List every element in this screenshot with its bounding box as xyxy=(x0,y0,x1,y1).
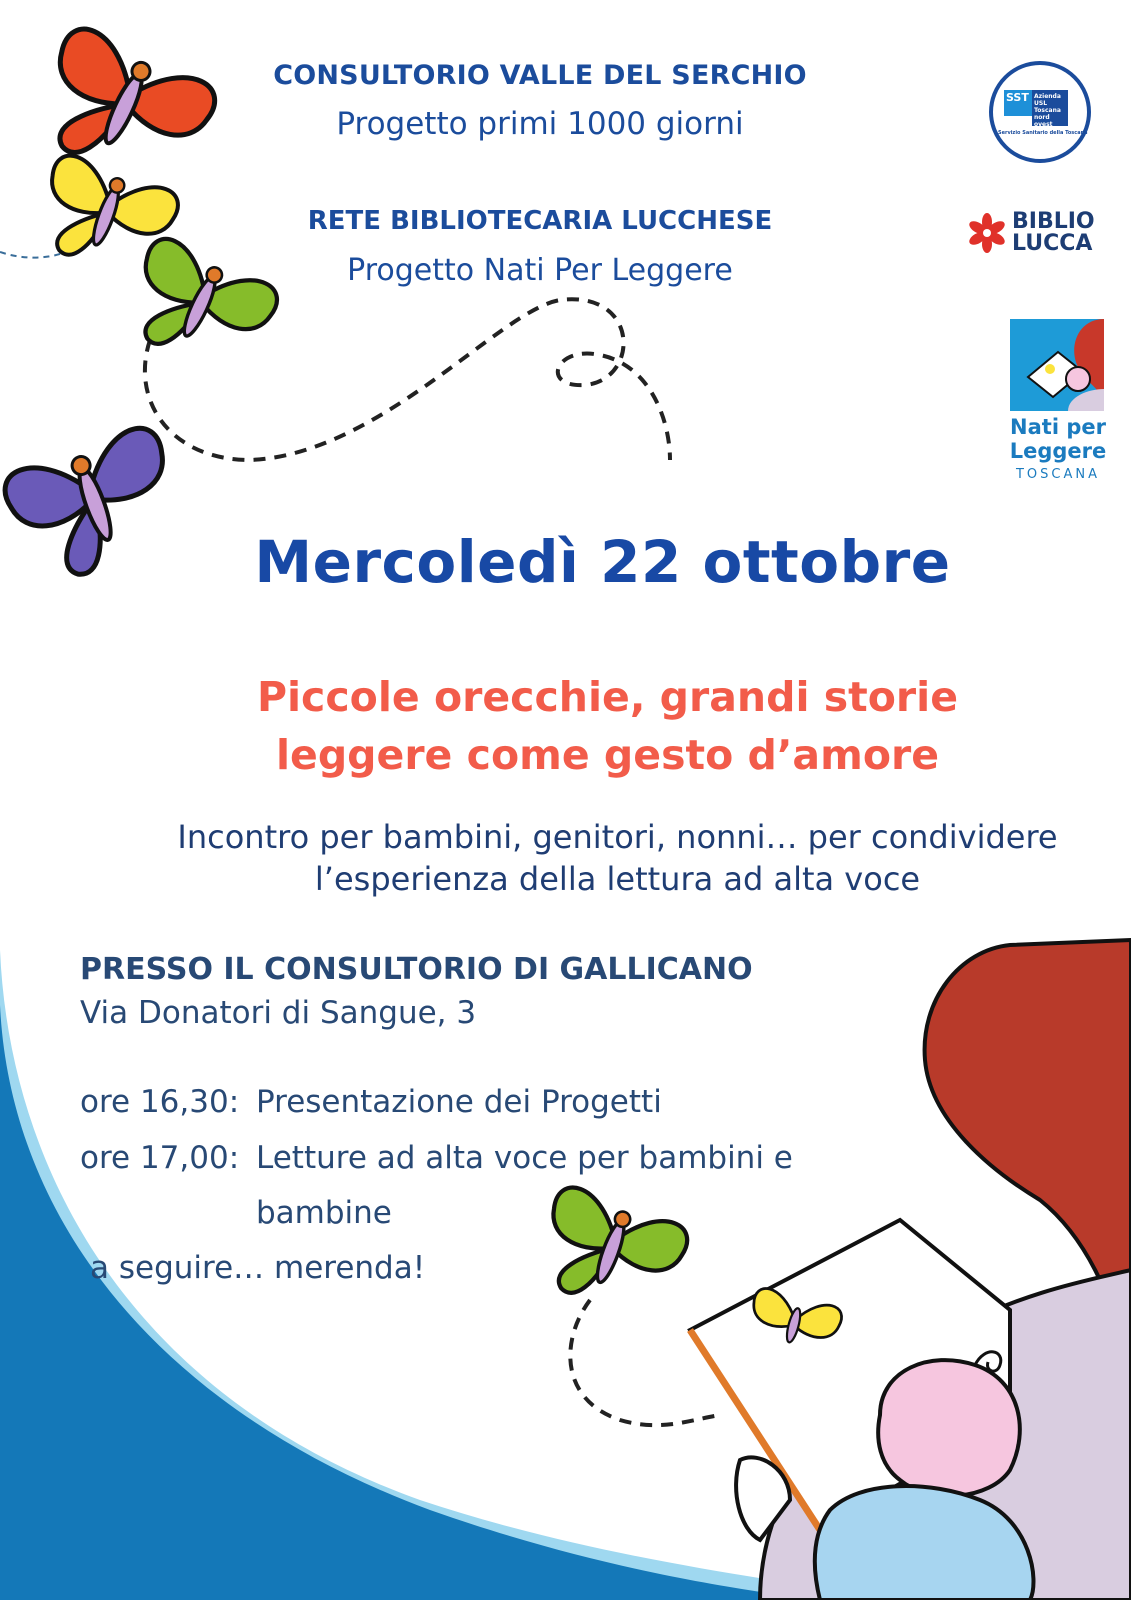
schedule-description: Presentazione dei Progetti xyxy=(256,1084,662,1120)
after-note: a seguire… merenda! xyxy=(90,1250,426,1286)
event-title-line2: leggere come gesto d’amore xyxy=(275,731,940,779)
lucca-label: LUCCA xyxy=(1012,231,1093,256)
sst-label: SST xyxy=(1006,91,1029,104)
reading-child-icon xyxy=(1008,317,1106,413)
sst-azienda-label: Azienda USL Toscana nord ovest xyxy=(1034,93,1061,128)
npl-line1: Nati per xyxy=(1010,415,1106,439)
biblio-label: BIBLIO xyxy=(1012,209,1095,234)
schedule-description-continued: bambine xyxy=(256,1195,392,1231)
event-description-line1: Incontro per bambini, genitori, nonni… per condividere xyxy=(177,818,1058,856)
schedule-description: Letture ad alta voce per bambini e xyxy=(256,1140,793,1176)
biblio-lucca-logo xyxy=(966,208,1116,272)
sst-subtitle: Servizio Sanitario della Toscana xyxy=(998,130,1088,136)
npl-line2: Leggere xyxy=(1009,439,1107,463)
dashed-flight-path-bottom xyxy=(570,1300,720,1425)
event-description-line2: l’esperienza della lettura ad alta voce xyxy=(314,860,921,898)
library-project-subtitle: Progetto Nati Per Leggere xyxy=(347,253,733,288)
venue-name: PRESSO IL CONSULTORIO DI GALLICANO xyxy=(80,952,753,987)
sst-logo xyxy=(988,60,1092,164)
nati-per-leggere-logo xyxy=(1008,317,1106,492)
butterfly-green-bottom-icon xyxy=(528,1182,693,1325)
library-network-title: RETE BIBLIOTECARIA LUCCHESE xyxy=(307,206,773,236)
venue-address: Via Donatori di Sangue, 3 xyxy=(80,995,477,1031)
schedule-time: ore 16,30: xyxy=(80,1084,240,1120)
event-date: Mercoledì 22 ottobre xyxy=(254,528,951,596)
npl-line3: TOSCANA xyxy=(1015,467,1100,482)
red-flower-icon xyxy=(966,212,1008,254)
project-subtitle: Progetto primi 1000 giorni xyxy=(336,106,744,142)
schedule-time: ore 17,00: xyxy=(80,1140,240,1176)
butterfly-purple-icon xyxy=(0,422,193,590)
child-head xyxy=(878,1360,1020,1496)
organization-title: CONSULTORIO VALLE DEL SERCHIO xyxy=(273,60,807,91)
event-title-line1: Piccole orecchie, grandi storie xyxy=(256,673,959,721)
